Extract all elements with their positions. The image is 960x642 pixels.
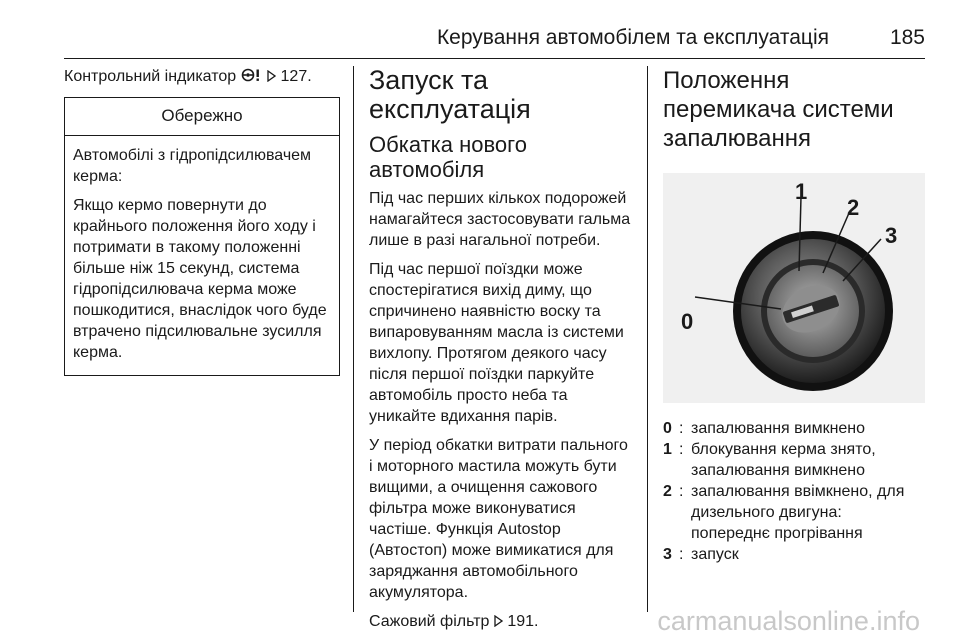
page-reference-icon [494, 615, 503, 627]
warning-title: Обережно [65, 98, 339, 136]
legend-item: 1 : блокування керма знято, запалювання вимкнено [663, 441, 876, 479]
legend-item: 0 : запалювання вимкнено [663, 420, 866, 437]
indicator-reference: Контрольний індикатор 127. [64, 68, 312, 85]
warning-paragraph: Автомобілі з гідропідсилювачем керма: [73, 147, 312, 185]
ignition-legend [663, 418, 925, 565]
section-title: Положення перемикача системи запалювання [663, 67, 894, 152]
body-paragraph: Під час перших кількох подорожей намагайтеся застосовувати гальма лише в разі нагальної потреби. [369, 190, 631, 249]
middle-column [369, 66, 635, 640]
section-subtitle: Обкатка нового автомобіля [369, 132, 527, 182]
ignition-switch-figure [663, 173, 925, 403]
body-paragraph: У період обкатки витрати пального і моторного мастила можуть бути вищими, а очищення сажового фільтра може виконуватися частіше. Функція Autostop (Автостоп) може вимикатися для заряджання автомобільного акумулятора. [369, 437, 628, 601]
watermark: carmanualsonline.info [657, 606, 920, 636]
page-number: 185 [889, 26, 925, 49]
legend-item: 2 : запалювання ввімкнено, для дизельного двигуна: попереднє прогрівання [663, 483, 905, 542]
right-column [663, 66, 925, 565]
position-label: 2 [847, 195, 860, 220]
warning-paragraph: Якщо кермо повернути до крайнього положення його ходу і потримати в такому положенні більше ніж 15 секунд, система гідропідсилювача керма може пошкодитися, внаслідок чого буде втрачено підсилювальне зусилля керма. [73, 197, 327, 361]
position-label: 3 [885, 223, 898, 248]
position-label: 0 [681, 309, 694, 334]
section-title: Запуск та експлуатація [369, 65, 531, 124]
page-reference-icon [267, 70, 276, 82]
body-paragraph: Під час першої поїздки може спостерігатися вихід диму, що спричинено наявністю воску та випаровуванням масла із системи вихлопу. Протягом деякого часу після першої поїздки паркуйте автомобіль просто неба та уникайте вдихання парів. [369, 261, 624, 425]
legend-item: 3 : запуск [663, 546, 739, 563]
filter-reference: Сажовий фільтр 191. [369, 613, 539, 630]
column-divider [353, 66, 354, 612]
steering-warning-icon [241, 68, 263, 82]
left-column [64, 66, 340, 376]
page-header [64, 22, 925, 59]
position-label: 1 [795, 179, 808, 204]
header-title: Керування автомобілем та експлуатація [436, 26, 829, 49]
column-divider [647, 66, 648, 612]
warning-box [64, 97, 340, 376]
warning-body [65, 136, 339, 375]
